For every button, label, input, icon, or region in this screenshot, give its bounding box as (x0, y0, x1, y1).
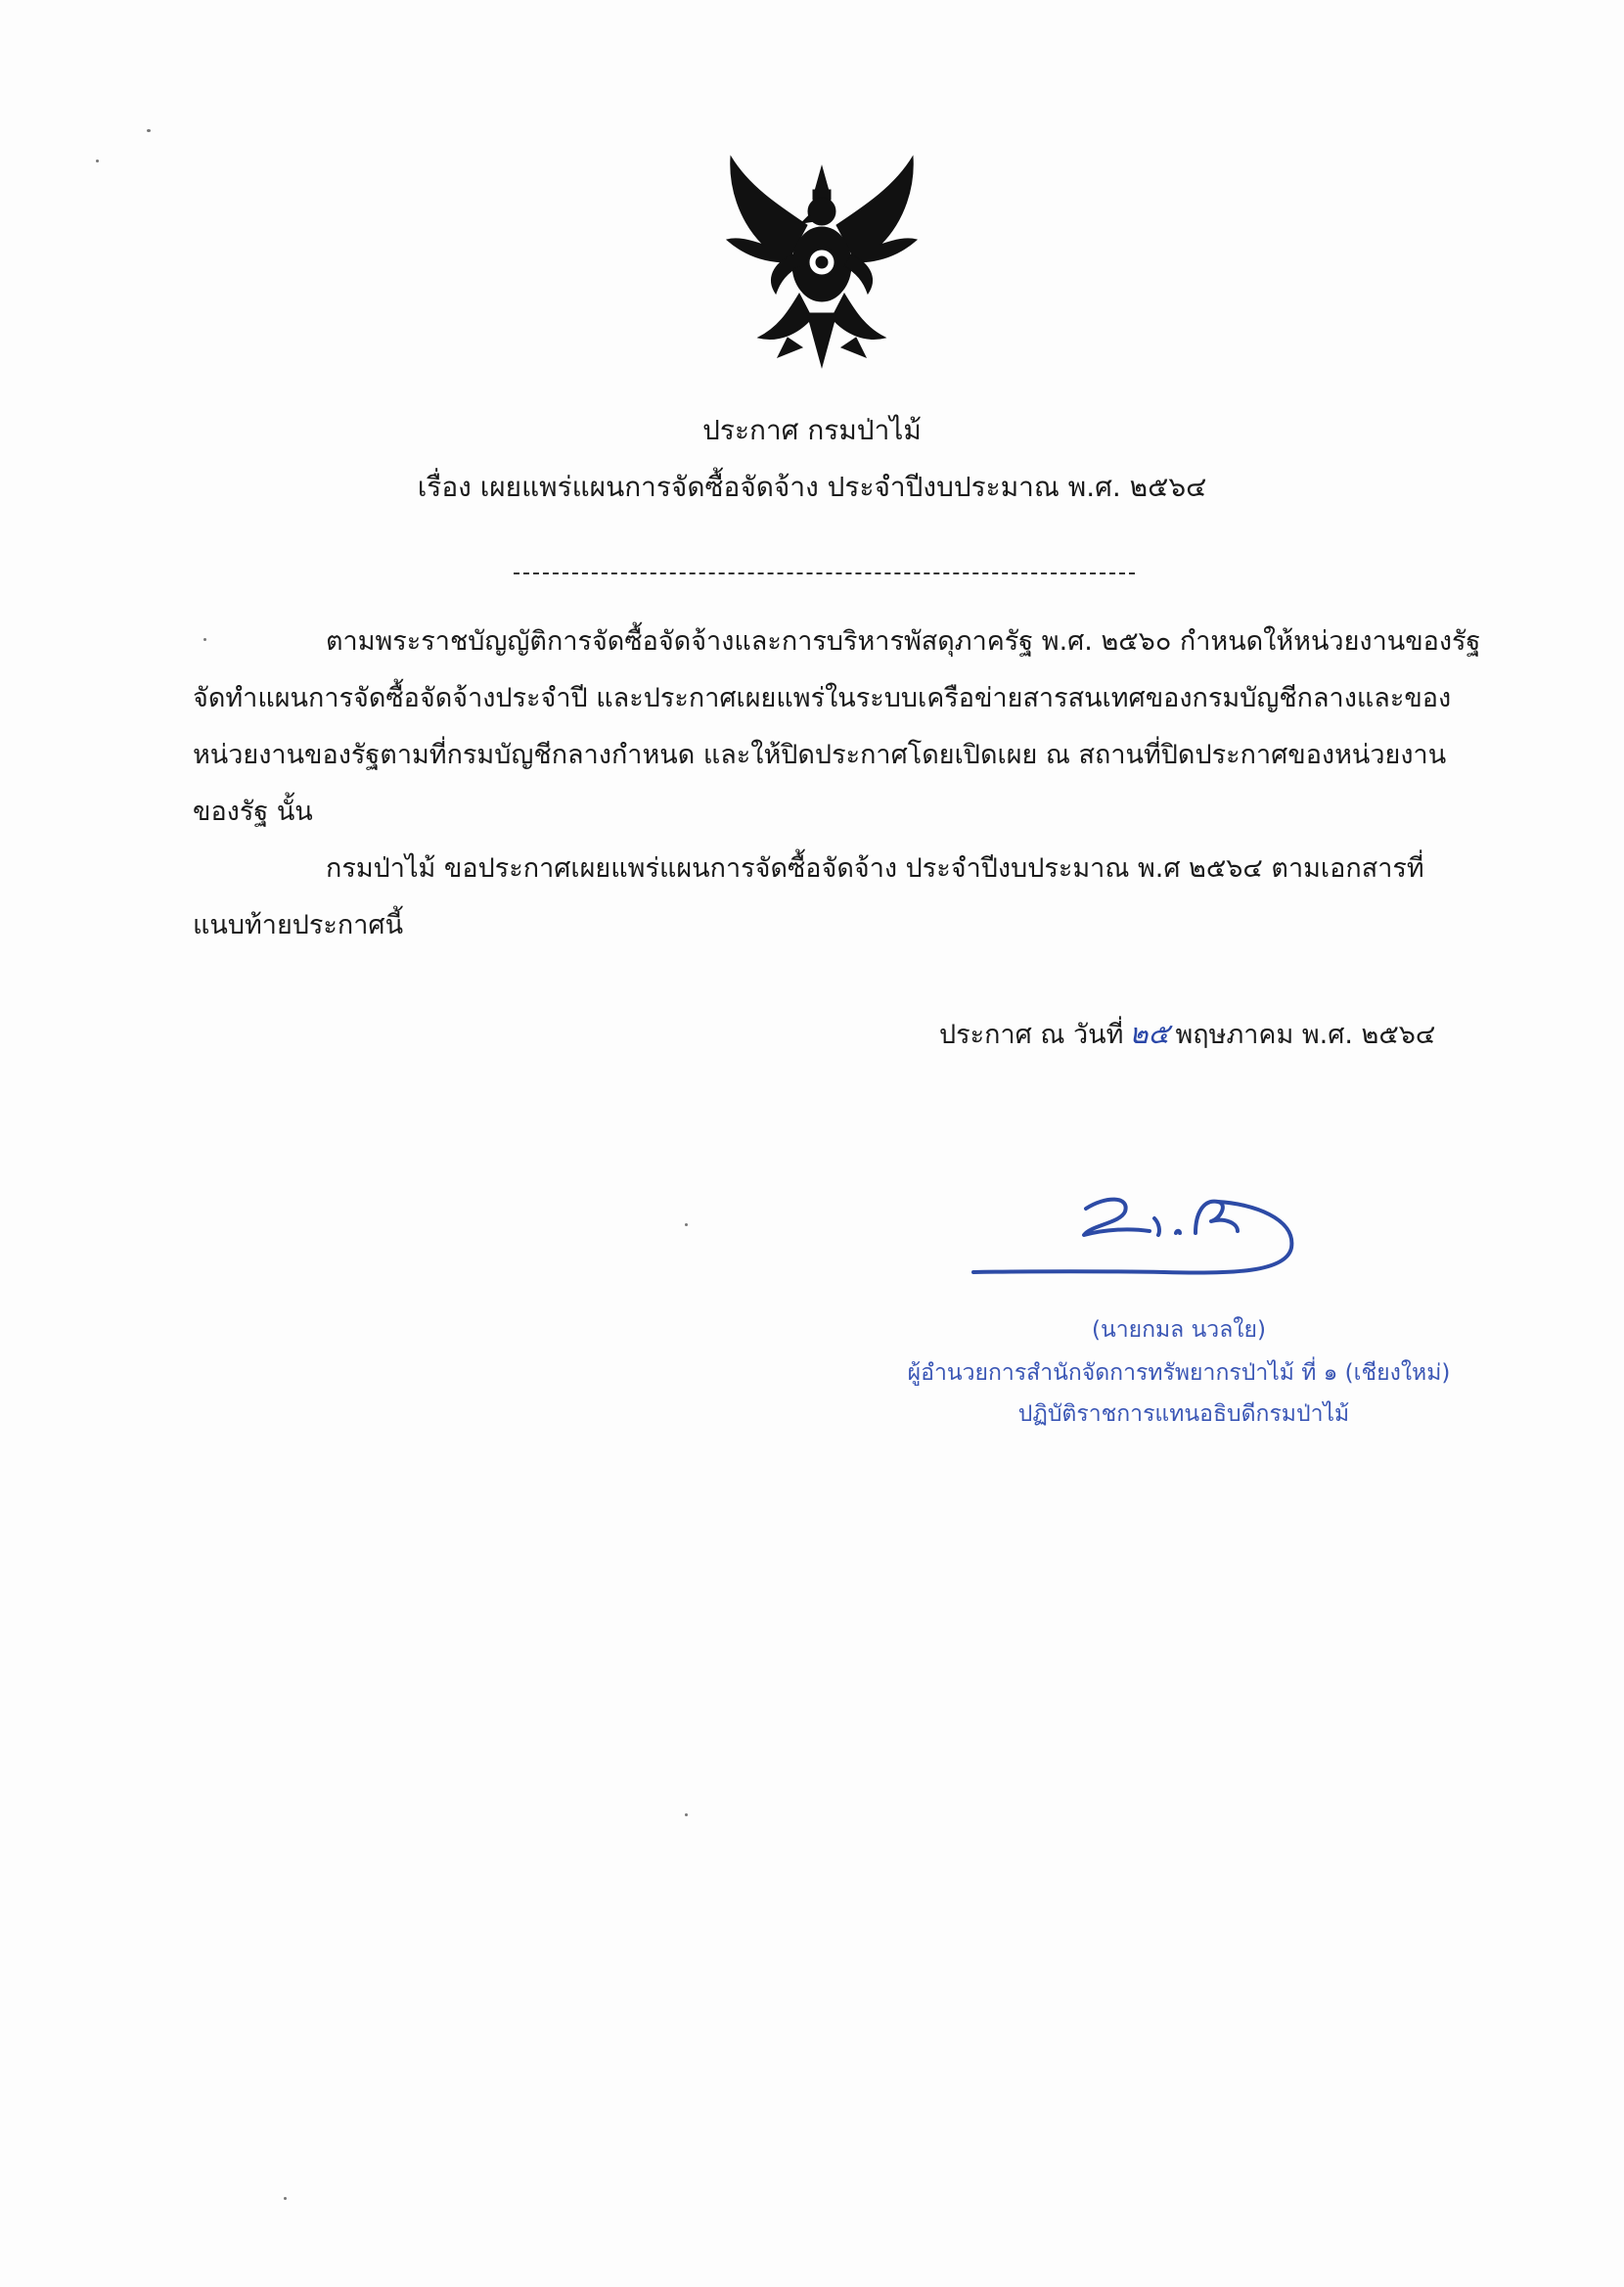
scan-speck (685, 1813, 688, 1816)
garuda-emblem-icon (719, 147, 925, 372)
signatory-acting: ปฏิบัติราชการแทนอธิบดีกรมป่าไม้ (1017, 1401, 1350, 1427)
paragraph1-line3: หน่วยงานของรัฐตามที่กรมบัญชีกลางกำหนด และให้ปิดประกาศโดยเปิดเผย ณ สถานที่ปิดประกาศของหน่วยงาน (193, 740, 1447, 770)
date-suffix: พฤษภาคม พ.ศ. ๒๕๖๔ (1175, 1020, 1436, 1050)
paragraph1-line2: จัดทำแผนการจัดซื้อจัดจ้างประจำปี และประกาศเผยแพร่ในระบบเครือข่ายสารสนเทศของกรมบัญชีกลางและของ (193, 683, 1452, 713)
scan-speck (203, 638, 206, 641)
date-prefix: ประกาศ ณ วันที่ (939, 1020, 1124, 1050)
signatory-position: ผู้อำนวยการสำนักจัดการทรัพยากรป่าไม้ ที่ ๑ (เชียงใหม่) (907, 1360, 1451, 1386)
paragraph2-line1: กรมป่าไม้ ขอประกาศเผยแพร่แผนการจัดซื้อจัดจ้าง ประจำปีงบประมาณ พ.ศ ๒๕๖๔ ตามเอกสารที่ (326, 853, 1424, 884)
handwritten-signature (969, 1174, 1340, 1297)
scan-speck (96, 160, 99, 162)
date-day-handwritten: ๒๕ (1129, 1017, 1170, 1050)
announcement-title: ประกาศ กรมป่าไม้ (702, 414, 922, 446)
announcement-date (939, 1014, 1435, 1055)
scan-speck (147, 129, 151, 132)
announcement-subject: เรื่อง เผยแพร่แผนการจัดซื้อจัดจ้าง ประจำปีงบประมาณ พ.ศ. ๒๕๖๔ (417, 471, 1207, 503)
paragraph1-line1: ตามพระราชบัญญัติการจัดซื้อจัดจ้างและการบริหารพัสดุภาครัฐ พ.ศ. ๒๕๖๐ กำหนดให้หน่วยงานของรัฐ (326, 626, 1481, 657)
signatory-name: (นายกมล นวลใย) (1092, 1317, 1266, 1343)
title-divider (514, 572, 1135, 574)
paragraph1-line4: ของรัฐ นั้น (193, 797, 313, 827)
scan-speck (284, 2197, 287, 2200)
scan-speck (685, 1223, 688, 1226)
paragraph2-line2: แนบท้ายประกาศนี้ (193, 910, 404, 940)
